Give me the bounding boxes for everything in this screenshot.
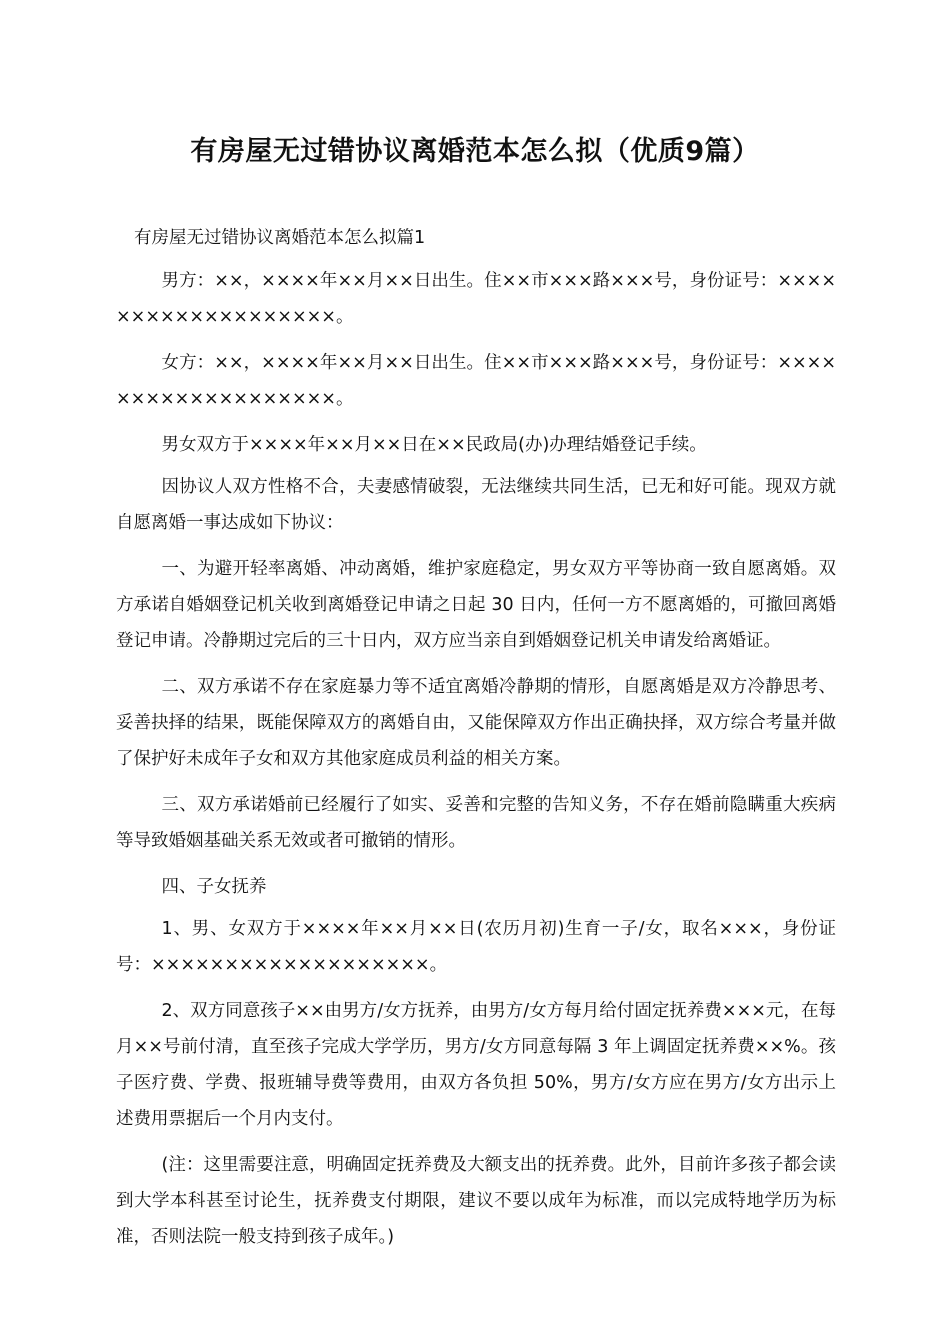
section-heading: 有房屋无过错协议离婚范本怎么拟篇1 — [134, 228, 426, 248]
paragraph-child-birth: 1、男、女双方于××××年××月××日(农历月初)生育一子/女，取名×××，身份证号：×××××××××××××××××××。 — [116, 919, 836, 975]
paragraph-husband-info: 男方：××，××××年××月××日出生。住××市×××路×××号，身份证号：×××××××××××××××××××。 — [116, 271, 836, 327]
paragraph-note: (注：这里需要注意，明确固定抚养费及大额支出的抚养费。此外，目前许多孩子都会读到大学本科甚至讨论生，抚养费支付期限，建议不要以成年为标准，而以完成特地学历为标准，否则法院一般支持到孩子成年。) — [116, 1155, 836, 1247]
paragraph-clause-1: 一、为避开轻率离婚、冲动离婚，维护家庭稳定，男女双方平等协商一致自愿离婚。双方承诺自婚姻登记机关收到离婚登记申请之日起 30 日内，任何一方不愿离婚的，可撤回离婚登记申请。冷静期过完后的三十日内，双方应当亲自到婚姻登记机关申请发给离婚证。 — [116, 559, 836, 651]
paragraph-marriage-registration: 男女双方于××××年××月××日在××民政局(办)办理结婚登记手续。 — [161, 435, 707, 455]
paragraph-divorce-reason: 因协议人双方性格不合，夫妻感情破裂，无法继续共同生活，已无和好可能。现双方就自愿离婚一事达成如下协议： — [116, 477, 836, 533]
paragraph-clause-3: 三、双方承诺婚前已经履行了如实、妥善和完整的告知义务，不存在婚前隐瞒重大疾病等导致婚姻基础关系无效或者可撤销的情形。 — [116, 795, 836, 851]
paragraph-clause-4-heading: 四、子女抚养 — [161, 877, 267, 897]
paragraph-child-support: 2、双方同意孩子××由男方/女方抚养，由男方/女方每月给付固定抚养费×××元，在每月××号前付清，直至孩子完成大学学历，男方/女方同意每隔 3 年上调固定抚养费××%。孩子医疗费、学费、报班辅导费等费用，由双方各负担 50%，男方/女方应在男方/女方出示上述费用票据后一个月内支付。 — [116, 1001, 836, 1129]
paragraph-wife-info: 女方：××，××××年××月××日出生。住××市×××路×××号，身份证号：×××××××××××××××××××。 — [116, 353, 836, 409]
document-body — [116, 223, 836, 1265]
paragraph-clause-2: 二、双方承诺不存在家庭暴力等不适宜离婚冷静期的情形，自愿离婚是双方冷静思考、妥善抉择的结果，既能保障双方的离婚自由，又能保障双方作出正确抉择，双方综合考量并做了保护好未成年子女和双方其他家庭成员利益的相关方案。 — [116, 677, 836, 769]
document-title: 有房屋无过错协议离婚范本怎么拟（优质9篇） — [190, 136, 760, 167]
